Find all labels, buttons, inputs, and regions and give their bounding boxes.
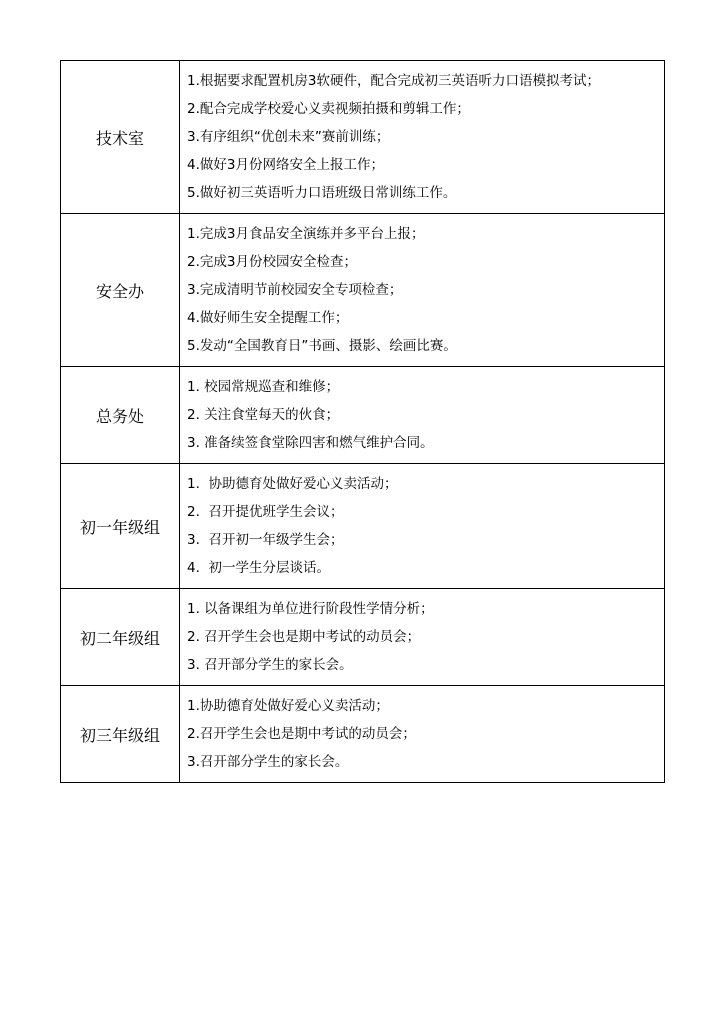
list-item	[187, 248, 658, 276]
task-cell	[180, 589, 665, 686]
task-number: 1.	[187, 379, 200, 395]
task-text: 校园常规巡查和维修；	[199, 379, 340, 395]
list-item	[187, 401, 658, 429]
list-item	[187, 304, 658, 332]
task-number: 2.	[187, 101, 200, 117]
task-text: 召开学生会也是期中考试的动员会；	[199, 726, 416, 742]
table-row	[61, 686, 665, 783]
table-row	[61, 214, 665, 367]
task-number: 3.	[187, 657, 200, 673]
task-cell	[180, 464, 665, 589]
list-item	[187, 276, 658, 304]
list-item	[187, 151, 658, 179]
work-plan-table	[60, 60, 665, 783]
list-item	[187, 179, 658, 207]
task-text: 做好初三英语听力口语班级日常训练工作。	[199, 185, 457, 201]
list-item	[187, 123, 658, 151]
task-number: 1.	[187, 698, 200, 714]
task-cell	[180, 686, 665, 783]
task-list	[187, 470, 658, 582]
task-number: 3.	[187, 754, 200, 770]
department-name: 初二年级组	[61, 589, 180, 686]
list-item	[187, 554, 658, 582]
task-text: 协助德育处做好爱心义卖活动；	[199, 476, 398, 492]
list-item	[187, 720, 658, 748]
task-number: 1.	[187, 476, 200, 492]
task-text: 召开部分学生的家长会。	[199, 754, 349, 770]
task-number: 4.	[187, 560, 200, 576]
task-list	[187, 692, 658, 776]
task-text: 完成3月食品安全演练并多平台上报；	[199, 226, 425, 242]
department-name: 初一年级组	[61, 464, 180, 589]
task-text: 召开部分学生的家长会。	[199, 657, 353, 673]
task-text: 发动“全国教育日”书画、摄影、绘画比赛。	[199, 338, 457, 354]
department-name: 技术室	[61, 61, 180, 214]
task-text: 初一学生分层谈话。	[199, 560, 330, 576]
list-item	[187, 373, 658, 401]
task-number: 4.	[187, 310, 200, 326]
list-item	[187, 429, 658, 457]
task-number: 2.	[187, 407, 200, 423]
task-text: 做好师生安全提醒工作；	[199, 310, 349, 326]
task-number: 5.	[187, 185, 200, 201]
list-item	[187, 498, 658, 526]
task-number: 1.	[187, 601, 200, 617]
task-cell	[180, 61, 665, 214]
list-item	[187, 67, 658, 95]
task-number: 2.	[187, 504, 200, 520]
task-text: 根据要求配置机房3软硬件，配合完成初三英语听力口语模拟考试；	[199, 73, 600, 89]
task-text: 有序组织“优创未来”赛前训练；	[199, 129, 390, 145]
task-number: 4.	[187, 157, 200, 173]
table-row	[61, 589, 665, 686]
work-plan-body	[61, 61, 665, 783]
task-text: 做好3月份网络安全上报工作；	[199, 157, 384, 173]
task-number: 3.	[187, 532, 200, 548]
list-item	[187, 526, 658, 554]
task-number: 5.	[187, 338, 200, 354]
task-text: 完成3月份校园安全检查；	[199, 254, 357, 270]
task-list	[187, 220, 658, 360]
task-cell	[180, 214, 665, 367]
task-list	[187, 373, 658, 457]
task-list	[187, 67, 658, 207]
task-number: 1.	[187, 73, 200, 89]
task-number: 3.	[187, 282, 200, 298]
list-item	[187, 332, 658, 360]
task-number: 3.	[187, 129, 200, 145]
task-number: 2.	[187, 629, 200, 645]
task-text: 召开提优班学生会议；	[199, 504, 344, 520]
task-text: 关注食堂每天的伙食；	[199, 407, 340, 423]
task-number: 2.	[187, 726, 200, 742]
department-name: 初三年级组	[61, 686, 180, 783]
table-row	[61, 464, 665, 589]
list-item	[187, 470, 658, 498]
table-row	[61, 61, 665, 214]
list-item	[187, 623, 658, 651]
list-item	[187, 220, 658, 248]
department-name: 总务处	[61, 367, 180, 464]
task-cell	[180, 367, 665, 464]
list-item	[187, 651, 658, 679]
list-item	[187, 748, 658, 776]
task-text: 准备续签食堂除四害和燃气维护合同。	[199, 435, 434, 451]
table-row	[61, 367, 665, 464]
task-text: 配合完成学校爱心义卖视频拍摄和剪辑工作；	[199, 101, 470, 117]
list-item	[187, 595, 658, 623]
task-text: 召开初一年级学生会；	[199, 532, 344, 548]
task-text: 召开学生会也是期中考试的动员会；	[199, 629, 421, 645]
task-text: 协助德育处做好爱心义卖活动；	[199, 698, 389, 714]
department-name: 安全办	[61, 214, 180, 367]
list-item	[187, 692, 658, 720]
task-number: 2.	[187, 254, 200, 270]
task-list	[187, 595, 658, 679]
list-item	[187, 95, 658, 123]
task-number: 3.	[187, 435, 200, 451]
task-text: 以备课组为单位进行阶段性学情分析；	[199, 601, 434, 617]
task-number: 1.	[187, 226, 200, 242]
task-text: 完成清明节前校园安全专项检查；	[199, 282, 403, 298]
